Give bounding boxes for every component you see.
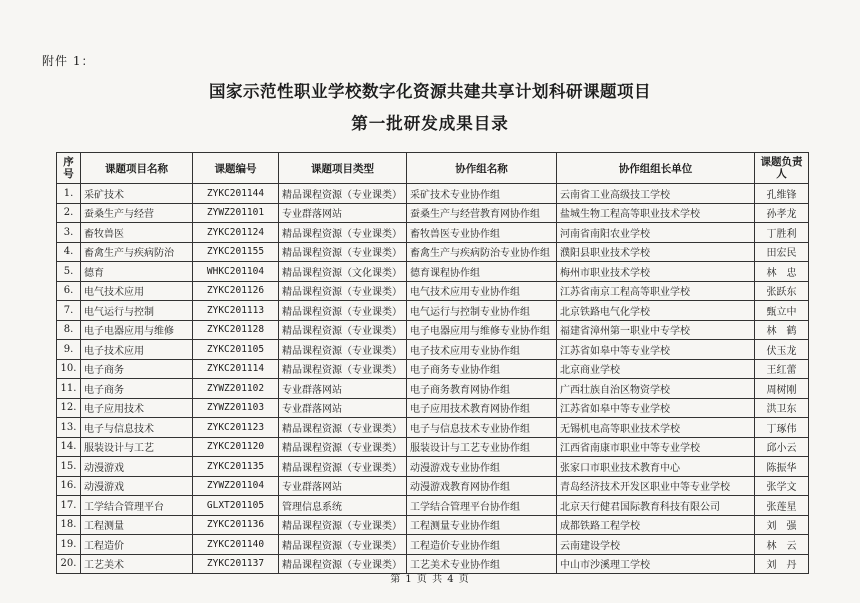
project-code-cell: ZYKC201124: [193, 223, 279, 243]
table-row: [57, 476, 809, 496]
seq-cell: 17.: [57, 496, 81, 516]
project-code-cell: WHKC201104: [193, 262, 279, 282]
project-name-cell: 电气运行与控制: [81, 301, 193, 321]
seq-cell: 15.: [57, 457, 81, 477]
group-name-cell: 工艺美术专业协作组: [407, 554, 557, 574]
project-name-cell: 电气技术应用: [81, 281, 193, 301]
project-type-cell: 精品课程资源（专业课类）: [279, 340, 407, 360]
table-row: [57, 320, 809, 340]
project-name-cell: 工学结合管理平台: [81, 496, 193, 516]
seq-cell: 13.: [57, 418, 81, 438]
person-cell: 丁琢伟: [755, 418, 809, 438]
person-cell: 林 云: [755, 535, 809, 555]
lead-unit-cell: 濮阳县职业技术学校: [557, 242, 755, 262]
lead-unit-cell: 盐城生物工程高等职业技术学校: [557, 203, 755, 223]
group-name-cell: 电气运行与控制专业协作组: [407, 301, 557, 321]
project-name-cell: 工艺美术: [81, 554, 193, 574]
table-header-row: [57, 153, 809, 184]
project-type-cell: 精品课程资源（专业课类）: [279, 437, 407, 457]
project-name-cell: 工程测量: [81, 515, 193, 535]
project-name-cell: 工程造价: [81, 535, 193, 555]
project-type-cell: 专业群落网站: [279, 476, 407, 496]
project-code-cell: ZYKC201123: [193, 418, 279, 438]
group-name-cell: 电子应用技术教育网协作组: [407, 398, 557, 418]
seq-cell: 16.: [57, 476, 81, 496]
project-code-cell: ZYKC201120: [193, 437, 279, 457]
project-type-cell: 专业群落网站: [279, 203, 407, 223]
header-project-name: 课题项目名称: [81, 153, 193, 184]
project-code-cell: ZYKC201137: [193, 554, 279, 574]
person-cell: 丁胜利: [755, 223, 809, 243]
person-cell: 刘 强: [755, 515, 809, 535]
project-type-cell: 精品课程资源（文化课类）: [279, 262, 407, 282]
group-name-cell: 蚕桑生产与经营教育网协作组: [407, 203, 557, 223]
person-cell: 甄立中: [755, 301, 809, 321]
table-row: [57, 398, 809, 418]
project-name-cell: 电子技术应用: [81, 340, 193, 360]
project-code-cell: ZYWZ201103: [193, 398, 279, 418]
table-row: [57, 515, 809, 535]
project-name-cell: 德育: [81, 262, 193, 282]
group-name-cell: 工程造价专业协作组: [407, 535, 557, 555]
document-subtitle: 第一批研发成果目录: [351, 114, 509, 133]
table-row: [57, 437, 809, 457]
table-row: [57, 242, 809, 262]
group-name-cell: 电子商务教育网协作组: [407, 379, 557, 399]
seq-cell: 10.: [57, 359, 81, 379]
project-code-cell: ZYWZ201102: [193, 379, 279, 399]
project-name-cell: 蚕桑生产与经营: [81, 203, 193, 223]
seq-cell: 6.: [57, 281, 81, 301]
group-name-cell: 畜牧兽医专业协作组: [407, 223, 557, 243]
person-cell: 田宏民: [755, 242, 809, 262]
group-name-cell: 动漫游戏专业协作组: [407, 457, 557, 477]
table-row: [57, 301, 809, 321]
header-person-in-charge: 课题负责人: [755, 153, 809, 184]
lead-unit-cell: 云南省工业高级技工学校: [557, 184, 755, 204]
seq-cell: 11.: [57, 379, 81, 399]
group-name-cell: 采矿技术专业协作组: [407, 184, 557, 204]
project-code-cell: ZYKC201114: [193, 359, 279, 379]
lead-unit-cell: 河南省南阳农业学校: [557, 223, 755, 243]
seq-cell: 20.: [57, 554, 81, 574]
group-name-cell: 电气技术应用专业协作组: [407, 281, 557, 301]
project-name-cell: 畜禽生产与疾病防治: [81, 242, 193, 262]
table-row: [57, 535, 809, 555]
person-cell: 周树刚: [755, 379, 809, 399]
header-lead-unit: 协作组组长单位: [557, 153, 755, 184]
person-cell: 孙孝龙: [755, 203, 809, 223]
group-name-cell: 动漫游戏教育网协作组: [407, 476, 557, 496]
header-project-type: 课题项目类型: [279, 153, 407, 184]
person-cell: 伏玉龙: [755, 340, 809, 360]
seq-cell: 7.: [57, 301, 81, 321]
group-name-cell: 服装设计与工艺专业协作组: [407, 437, 557, 457]
lead-unit-cell: 江苏省如皋中等专业学校: [557, 340, 755, 360]
project-type-cell: 专业群落网站: [279, 379, 407, 399]
project-name-cell: 电子商务: [81, 359, 193, 379]
project-type-cell: 精品课程资源（专业课类）: [279, 457, 407, 477]
project-code-cell: ZYKC201144: [193, 184, 279, 204]
table-row: [57, 359, 809, 379]
group-name-cell: 畜禽生产与疾病防治专业协作组: [407, 242, 557, 262]
person-cell: 林 忠: [755, 262, 809, 282]
project-name-cell: 畜牧兽医: [81, 223, 193, 243]
seq-cell: 4.: [57, 242, 81, 262]
seq-cell: 19.: [57, 535, 81, 555]
table-row: [57, 281, 809, 301]
project-type-cell: 精品课程资源（专业课类）: [279, 281, 407, 301]
project-type-cell: 精品课程资源（专业课类）: [279, 242, 407, 262]
page-footer: 第 1 页 共 4 页: [390, 574, 470, 585]
header-project-code: 课题编号: [193, 153, 279, 184]
group-name-cell: 电子电器应用与维修专业协作组: [407, 320, 557, 340]
lead-unit-cell: 江苏省如皋中等专业学校: [557, 398, 755, 418]
project-type-cell: 精品课程资源（专业课类）: [279, 184, 407, 204]
project-type-cell: 精品课程资源（专业课类）: [279, 320, 407, 340]
group-name-cell: 电子商务专业协作组: [407, 359, 557, 379]
group-name-cell: 德育课程协作组: [407, 262, 557, 282]
document-title: 国家示范性职业学校数字化资源共建共享计划科研课题项目: [209, 82, 651, 101]
project-code-cell: ZYKC201105: [193, 340, 279, 360]
person-cell: 洪卫东: [755, 398, 809, 418]
seq-cell: 8.: [57, 320, 81, 340]
project-type-cell: 精品课程资源（专业课类）: [279, 515, 407, 535]
project-type-cell: 管理信息系统: [279, 496, 407, 516]
project-type-cell: 精品课程资源（专业课类）: [279, 535, 407, 555]
lead-unit-cell: 福建省漳州第一职业中专学校: [557, 320, 755, 340]
lead-unit-cell: 无锡机电高等职业技术学校: [557, 418, 755, 438]
project-code-cell: ZYKC201128: [193, 320, 279, 340]
lead-unit-cell: 江苏省南京工程高等职业学校: [557, 281, 755, 301]
table-row: [57, 203, 809, 223]
lead-unit-cell: 成都铁路工程学校: [557, 515, 755, 535]
project-name-cell: 动漫游戏: [81, 476, 193, 496]
lead-unit-cell: 广西壮族自治区物资学校: [557, 379, 755, 399]
seq-cell: 12.: [57, 398, 81, 418]
seq-cell: 5.: [57, 262, 81, 282]
lead-unit-cell: 北京铁路电气化学校: [557, 301, 755, 321]
table-row: [57, 379, 809, 399]
project-type-cell: 精品课程资源（专业课类）: [279, 554, 407, 574]
table-body: [57, 184, 809, 574]
person-cell: 张学文: [755, 476, 809, 496]
group-name-cell: 工程测量专业协作组: [407, 515, 557, 535]
project-code-cell: ZYKC201113: [193, 301, 279, 321]
group-name-cell: 电子技术应用专业协作组: [407, 340, 557, 360]
project-name-cell: 电子商务: [81, 379, 193, 399]
project-code-cell: GLXT201105: [193, 496, 279, 516]
project-name-cell: 服装设计与工艺: [81, 437, 193, 457]
project-name-cell: 电子应用技术: [81, 398, 193, 418]
seq-cell: 2.: [57, 203, 81, 223]
table-row: [57, 184, 809, 204]
project-code-cell: ZYWZ201104: [193, 476, 279, 496]
project-name-cell: 电子电器应用与维修: [81, 320, 193, 340]
seq-cell: 14.: [57, 437, 81, 457]
project-code-cell: ZYKC201155: [193, 242, 279, 262]
table-row: [57, 457, 809, 477]
person-cell: 林 鹤: [755, 320, 809, 340]
seq-cell: 3.: [57, 223, 81, 243]
person-cell: 王红蕾: [755, 359, 809, 379]
lead-unit-cell: 张家口市职业技术教育中心: [557, 457, 755, 477]
project-code-cell: ZYKC201126: [193, 281, 279, 301]
project-name-cell: 采矿技术: [81, 184, 193, 204]
lead-unit-cell: 云南建设学校: [557, 535, 755, 555]
table-row: [57, 262, 809, 282]
lead-unit-cell: 江西省南康市职业中等专业学校: [557, 437, 755, 457]
person-cell: 张莲星: [755, 496, 809, 516]
project-type-cell: 精品课程资源（专业课类）: [279, 418, 407, 438]
table-row: [57, 223, 809, 243]
person-cell: 陈振华: [755, 457, 809, 477]
project-type-cell: 精品课程资源（专业课类）: [279, 301, 407, 321]
lead-unit-cell: 北京天行健君国际教育科技有限公司: [557, 496, 755, 516]
seq-cell: 9.: [57, 340, 81, 360]
table-row: [57, 418, 809, 438]
project-type-cell: 精品课程资源（专业课类）: [279, 223, 407, 243]
person-cell: 张跃东: [755, 281, 809, 301]
table-row: [57, 340, 809, 360]
table-row: [57, 496, 809, 516]
project-code-cell: ZYKC201135: [193, 457, 279, 477]
group-name-cell: 电子与信息技术专业协作组: [407, 418, 557, 438]
project-code-cell: ZYKC201136: [193, 515, 279, 535]
attachment-label: 附件 1：: [42, 54, 95, 68]
header-seq: 序号: [57, 153, 81, 184]
seq-cell: 1.: [57, 184, 81, 204]
person-cell: 孔维锋: [755, 184, 809, 204]
header-group-name: 协作组名称: [407, 153, 557, 184]
lead-unit-cell: 北京商业学校: [557, 359, 755, 379]
results-catalog-table: [56, 152, 809, 574]
project-code-cell: ZYWZ201101: [193, 203, 279, 223]
project-type-cell: 精品课程资源（专业课类）: [279, 359, 407, 379]
lead-unit-cell: 梅州市职业技术学校: [557, 262, 755, 282]
person-cell: 邱小云: [755, 437, 809, 457]
person-cell: 刘 丹: [755, 554, 809, 574]
seq-cell: 18.: [57, 515, 81, 535]
project-name-cell: 动漫游戏: [81, 457, 193, 477]
lead-unit-cell: 中山市沙溪理工学校: [557, 554, 755, 574]
lead-unit-cell: 青岛经济技术开发区职业中等专业学校: [557, 476, 755, 496]
project-type-cell: 专业群落网站: [279, 398, 407, 418]
group-name-cell: 工学结合管理平台协作组: [407, 496, 557, 516]
project-code-cell: ZYKC201140: [193, 535, 279, 555]
project-name-cell: 电子与信息技术: [81, 418, 193, 438]
